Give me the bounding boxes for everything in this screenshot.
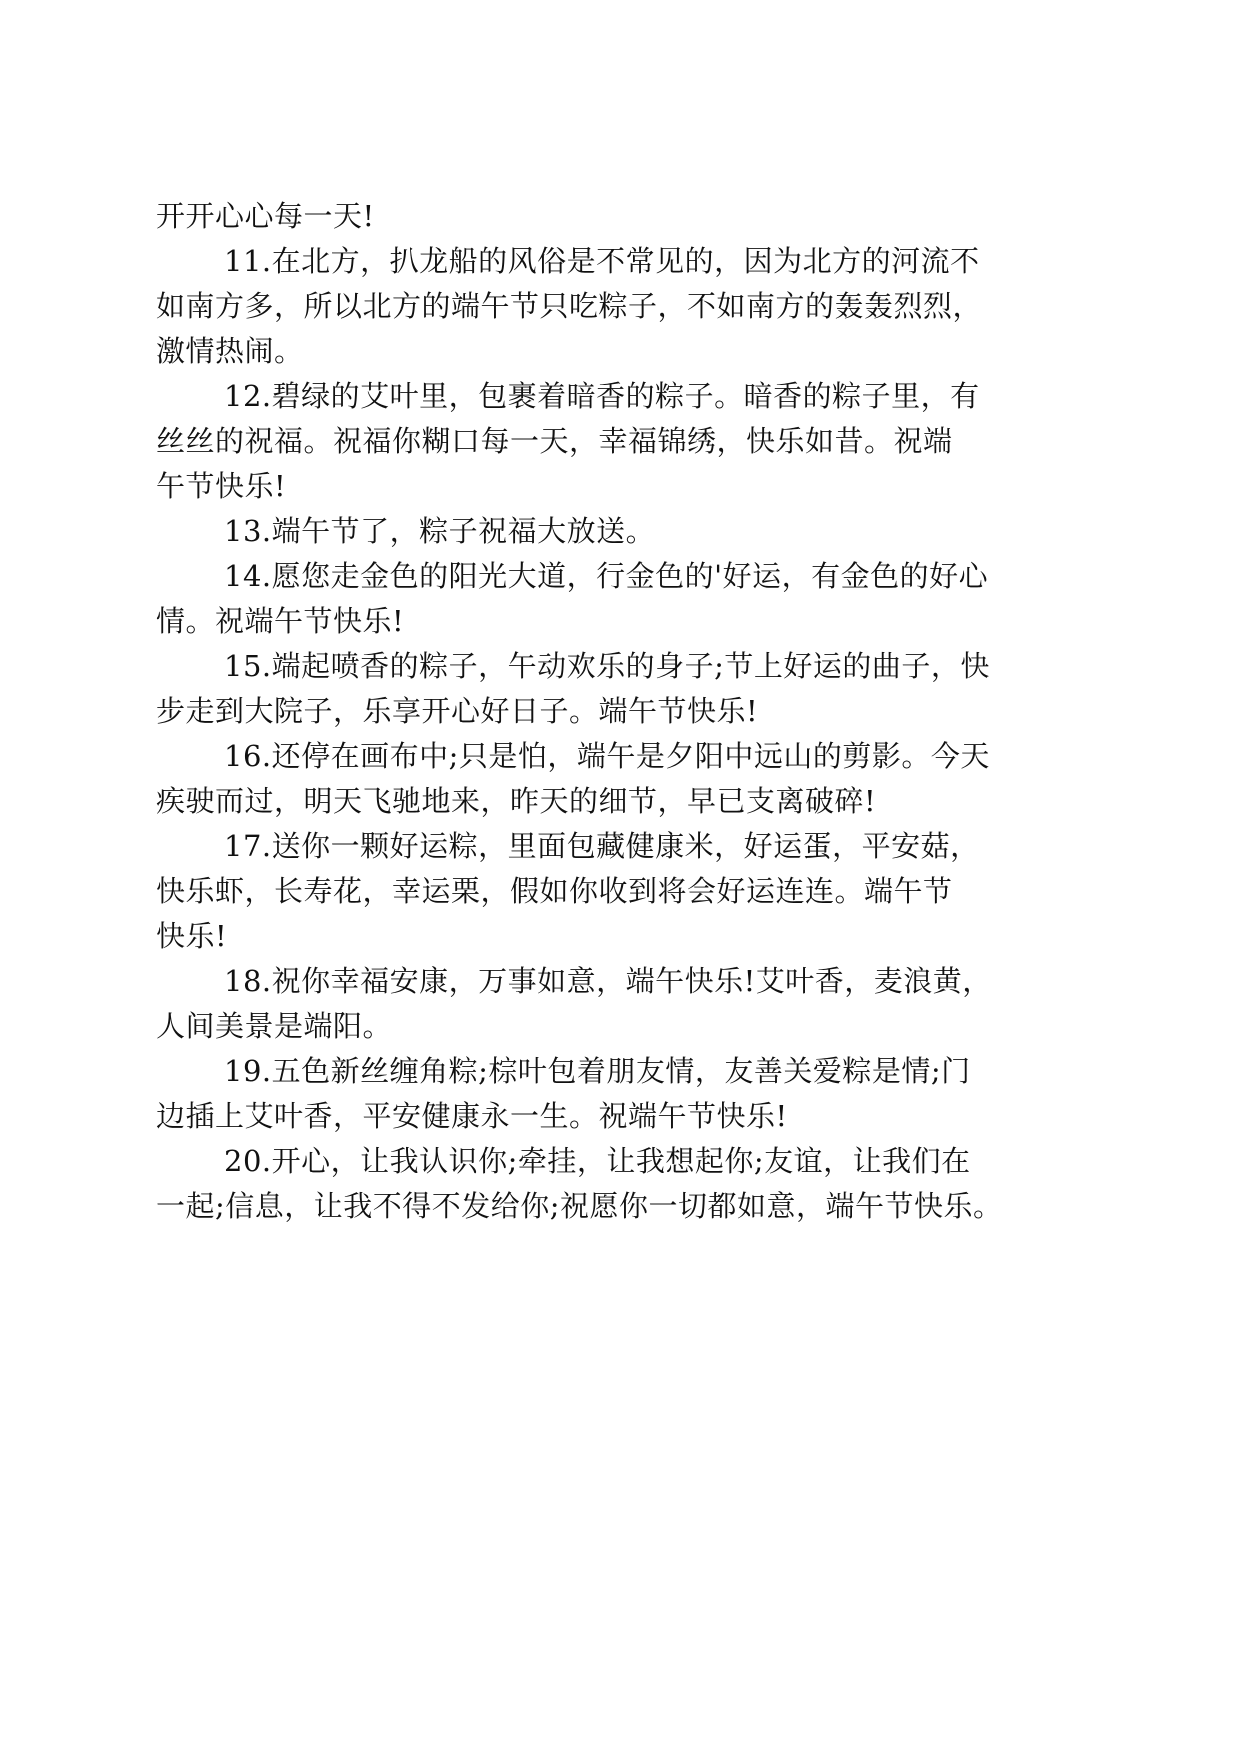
text-line: 午节快乐! bbox=[156, 469, 287, 503]
paragraph-20 bbox=[156, 1139, 1096, 1229]
text-line: 快乐! bbox=[156, 919, 228, 953]
paragraph-16 bbox=[156, 734, 1096, 824]
text-line: 14.愿您走金色的阳光大道，行金色的'好运，有金色的好心 bbox=[224, 559, 989, 593]
text-line: 人间美景是端阳。 bbox=[156, 1009, 393, 1043]
paragraph-15 bbox=[156, 644, 1096, 734]
paragraph-17 bbox=[156, 824, 1096, 959]
paragraph-13 bbox=[156, 509, 1096, 554]
text-line: 一起;信息，让我不得不发给你;祝愿你一切都如意，端午节快乐。 bbox=[156, 1189, 1003, 1223]
text-line: 16.还停在画布中;只是怕，端午是夕阳中远山的剪影。今天 bbox=[224, 739, 990, 773]
document-body bbox=[156, 194, 1096, 1229]
text-line: 11.在北方，扒龙船的风俗是不常见的，因为北方的河流不 bbox=[224, 244, 980, 278]
paragraph-19 bbox=[156, 1049, 1096, 1139]
paragraph-14 bbox=[156, 554, 1096, 644]
text-line: 13.端午节了，粽子祝福大放送。 bbox=[224, 514, 656, 548]
text-line: 快乐虾，长寿花，幸运栗，假如你收到将会好运连连。端午节 bbox=[156, 874, 953, 908]
text-line: 步走到大院子，乐享开心好日子。端午节快乐! bbox=[156, 694, 759, 728]
text-line: 18.祝你幸福安康，万事如意，端午快乐!艾叶香，麦浪黄， bbox=[224, 964, 992, 998]
text-line: 情。祝端午节快乐! bbox=[156, 604, 405, 638]
text-line: 开开心心每一天! bbox=[156, 199, 375, 233]
text-line: 如南方多，所以北方的端午节只吃粽子，不如南方的轰轰烈烈， bbox=[156, 289, 983, 323]
text-line: 19.五色新丝缠角粽;棕叶包着朋友情，友善关爱粽是情;门 bbox=[224, 1054, 971, 1088]
text-line: 20.开心，让我认识你;牵挂，让我想起你;友谊，让我们在 bbox=[224, 1144, 971, 1178]
paragraph-continuation bbox=[156, 194, 1096, 239]
paragraph-11 bbox=[156, 239, 1096, 374]
paragraph-18 bbox=[156, 959, 1096, 1049]
text-line: 边插上艾叶香，平安健康永一生。祝端午节快乐! bbox=[156, 1099, 788, 1133]
text-line: 15.端起喷香的粽子，午动欢乐的身子;节上好运的曲子，快 bbox=[224, 649, 990, 683]
paragraph-12 bbox=[156, 374, 1096, 509]
text-line: 12.碧绿的艾叶里，包裹着暗香的粽子。暗香的粽子里，有 bbox=[224, 379, 980, 413]
text-line: 17.送你一颗好运粽，里面包藏健康米，好运蛋，平安菇， bbox=[224, 829, 980, 863]
text-line: 疾驶而过，明天飞驰地来，昨天的细节，早已支离破碎! bbox=[156, 784, 877, 818]
text-line: 激情热闹。 bbox=[156, 334, 304, 368]
text-line: 丝丝的祝福。祝福你糊口每一天，幸福锦绣，快乐如昔。祝端 bbox=[156, 424, 953, 458]
